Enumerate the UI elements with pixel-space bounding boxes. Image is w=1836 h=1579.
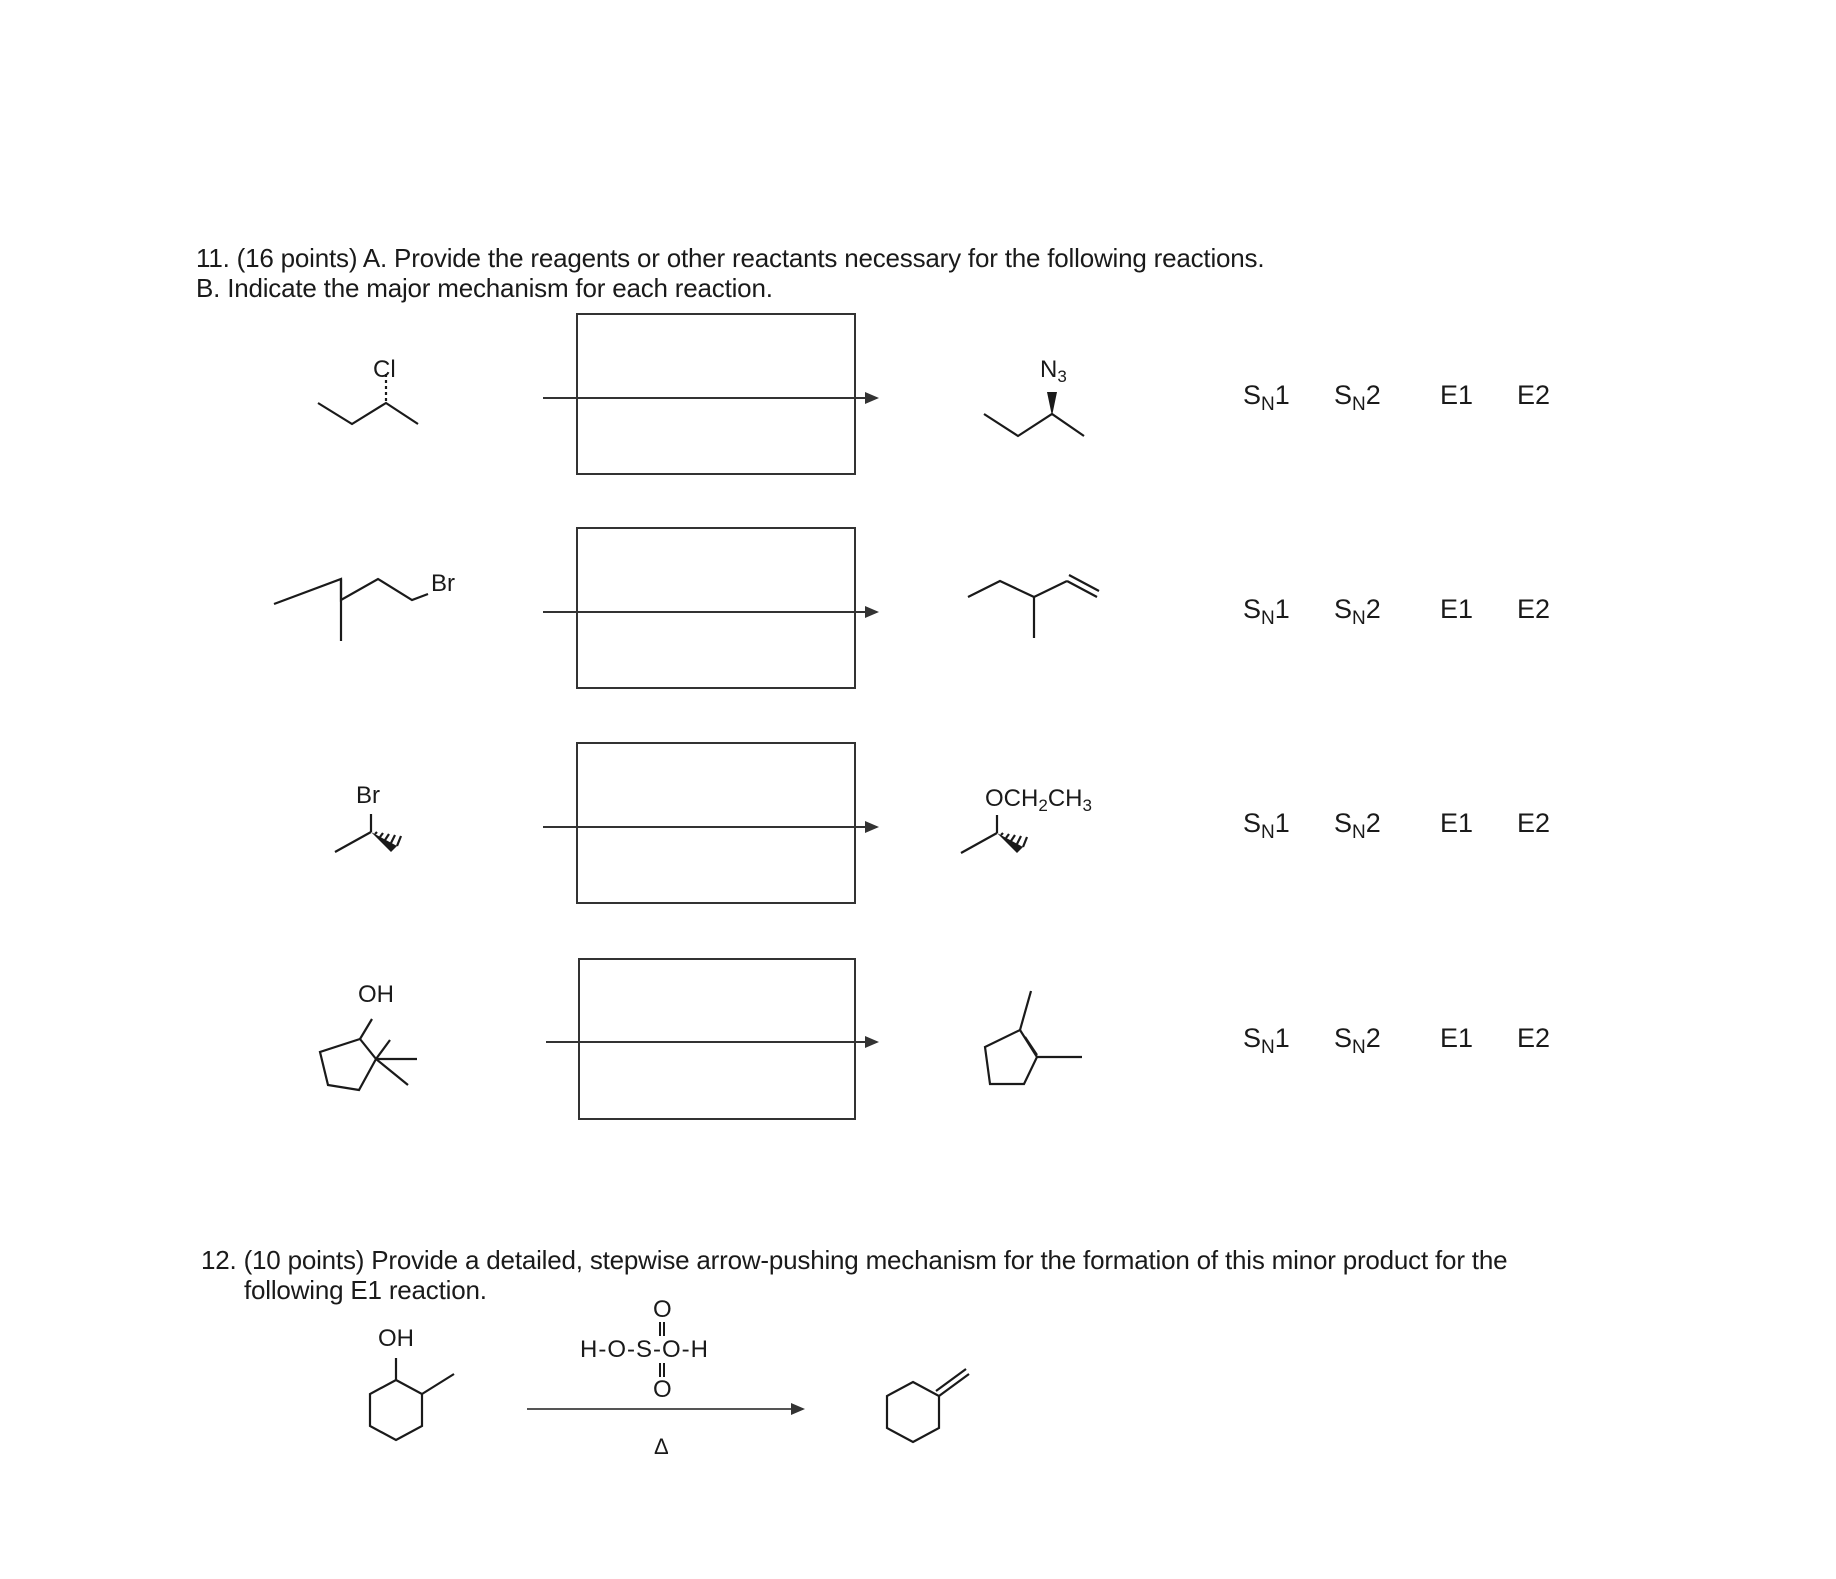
answer-box-1[interactable]	[576, 313, 856, 475]
product-3-label: $OCH_2CH_3$	[985, 785, 1092, 815]
reactant-2-label: Br	[431, 570, 455, 597]
option-sn2-4[interactable]: $S_N2$	[1334, 1023, 1381, 1058]
option-e1-2[interactable]: E1	[1440, 594, 1474, 624]
option-sn1-4[interactable]: $S_N1$	[1243, 1023, 1290, 1058]
reactant-3-structure	[325, 810, 425, 880]
q12-product-structure	[875, 1360, 995, 1460]
option-sn2-3[interactable]: $S_N2$	[1334, 808, 1381, 843]
option-e2-1[interactable]: E2	[1517, 380, 1551, 410]
sulfuric-acid-bottom-double-bond	[659, 1363, 665, 1377]
reactant-1-structure	[310, 350, 430, 440]
answer-box-3[interactable]	[576, 742, 856, 904]
option-sn2-1[interactable]: $S_N2$	[1334, 380, 1381, 415]
option-e2-2[interactable]: E2	[1517, 594, 1551, 624]
option-sn1-3[interactable]: $S_N1$	[1243, 808, 1290, 843]
product-2-structure	[965, 575, 1105, 665]
option-sn2-2[interactable]: $S_N2$	[1334, 594, 1381, 629]
option-e1-3[interactable]: E1	[1440, 808, 1474, 838]
reactant-3-label: Br	[356, 782, 380, 809]
product-1-structure	[980, 380, 1100, 460]
q12-line-1: 12. (10 points) Provide a detailed, stepwise arrow-pushing mechanism for the formation of this minor product for the	[201, 1245, 1508, 1275]
answer-box-2[interactable]	[576, 527, 856, 689]
answer-box-4[interactable]	[578, 958, 856, 1120]
q11-line-2: B. Indicate the major mechanism for each reaction.	[196, 273, 773, 303]
product-4-structure	[975, 985, 1095, 1095]
product-1-label: $N_3$	[1040, 356, 1067, 386]
reactant-4-structure	[310, 1005, 430, 1105]
q12-reactant-structure	[340, 1350, 460, 1460]
option-e1-1[interactable]: E1	[1440, 380, 1474, 410]
q12-reaction-arrow	[527, 1408, 803, 1410]
q12-line-2: following E1 reaction.	[244, 1275, 487, 1305]
option-e2-4[interactable]: E2	[1517, 1023, 1551, 1053]
option-e1-4[interactable]: E1	[1440, 1023, 1474, 1053]
sulfuric-acid-bottom-oxygen: O	[653, 1376, 672, 1403]
q11-line-1: 11. (16 points) A. Provide the reagents or other reactants necessary for the following reactions.	[196, 243, 1265, 273]
option-e2-3[interactable]: E2	[1517, 808, 1551, 838]
sulfuric-acid-top-oxygen: O	[653, 1296, 672, 1323]
sulfuric-acid-top-double-bond	[659, 1322, 665, 1336]
reaction-arrow-1	[543, 397, 877, 399]
reactant-4-label: OH	[358, 981, 394, 1008]
reaction-arrow-3	[543, 826, 877, 828]
reactant-1-label: Cl	[373, 356, 396, 383]
sulfuric-acid-formula: H-O-S-O-H	[580, 1336, 709, 1363]
product-3-structure	[955, 815, 1055, 885]
option-sn1-2[interactable]: $S_N1$	[1243, 594, 1290, 629]
option-sn1-1[interactable]: $S_N1$	[1243, 380, 1290, 415]
heat-symbol: Δ	[654, 1434, 669, 1459]
reaction-arrow-4	[546, 1041, 877, 1043]
reaction-arrow-2	[543, 611, 877, 613]
q12-reactant-label: OH	[378, 1325, 414, 1352]
reactant-2-structure	[270, 570, 440, 670]
